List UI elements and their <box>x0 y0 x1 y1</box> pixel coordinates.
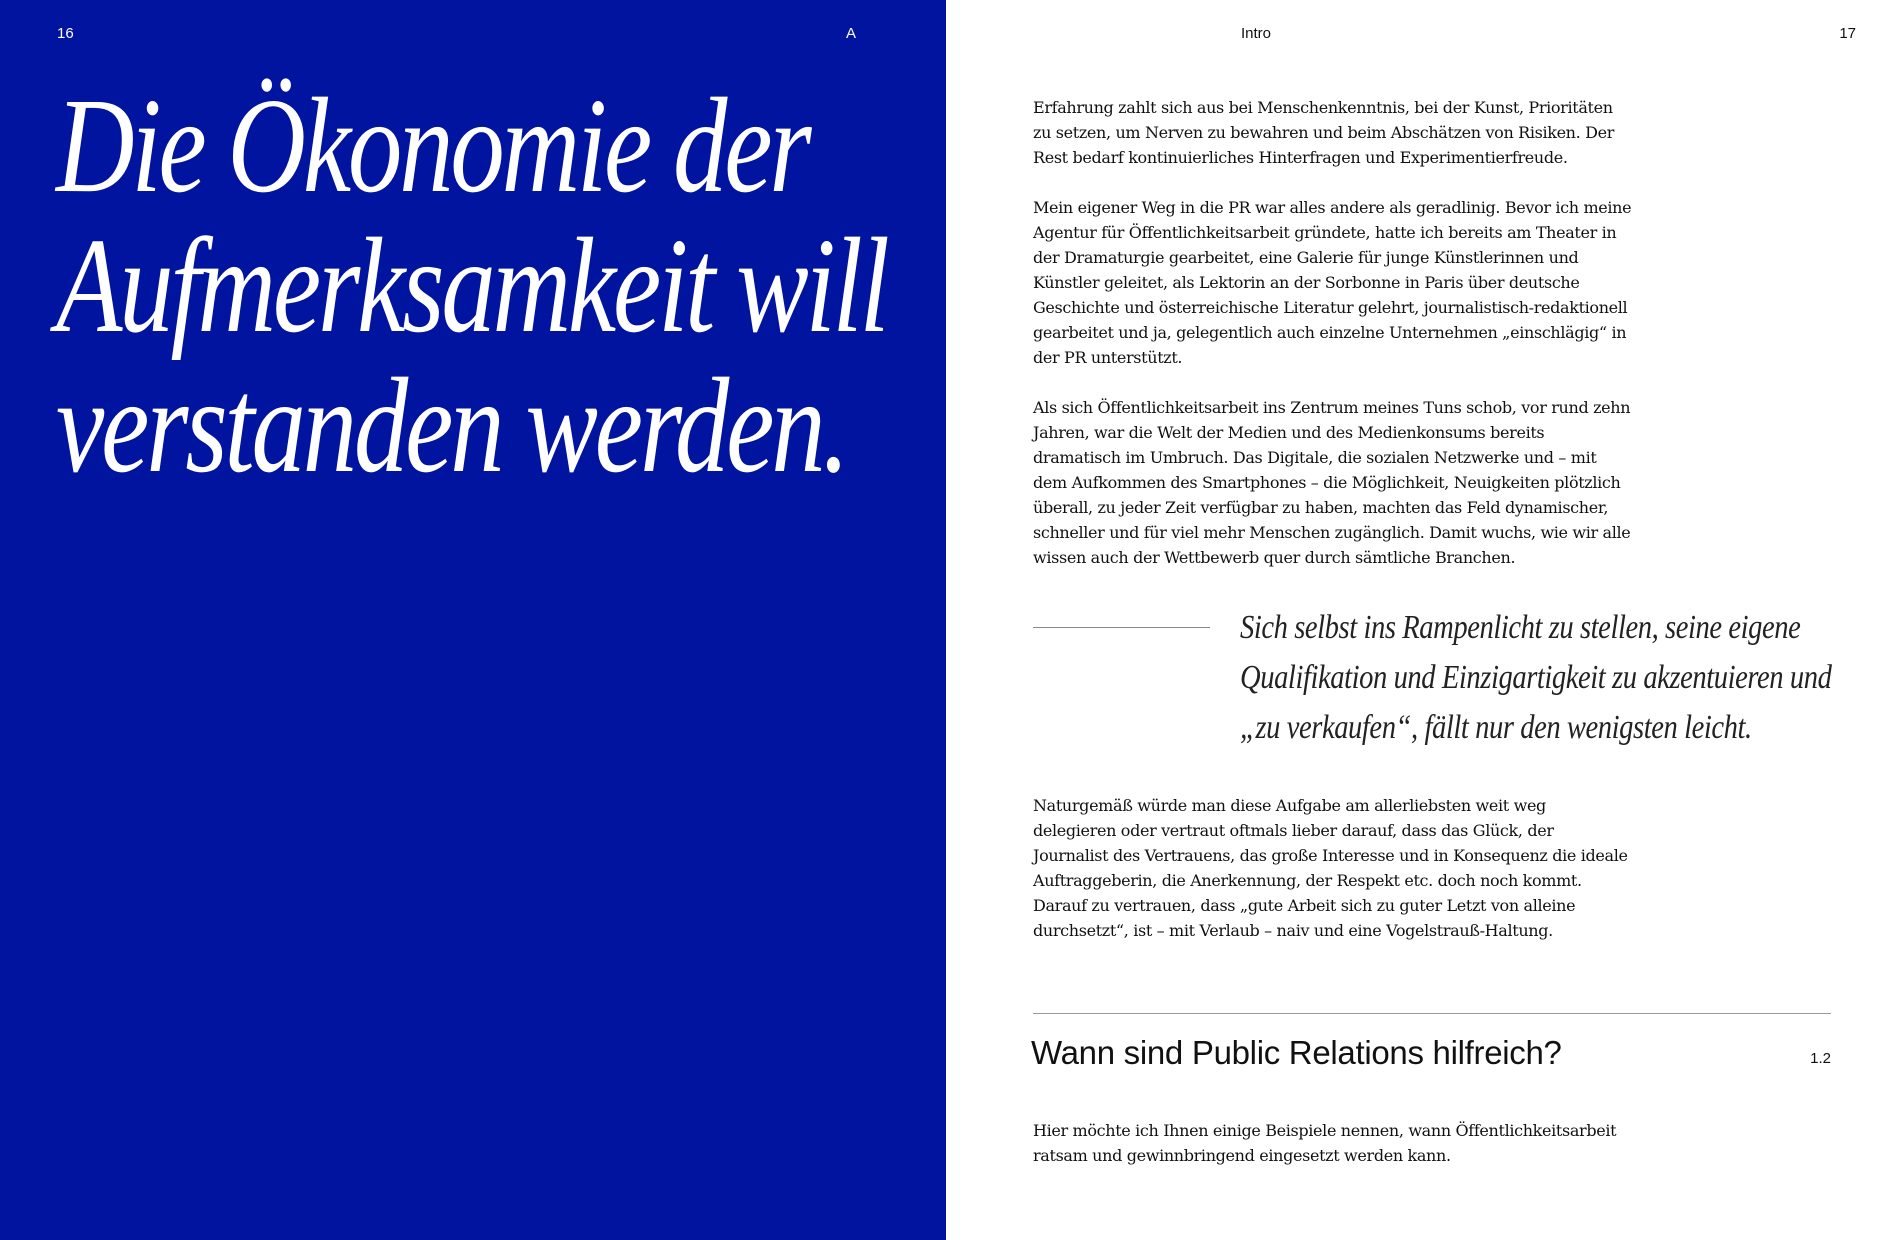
section-heading: Wann sind Public Relations hilfreich? <box>1031 1034 1562 1071</box>
running-head: Intro <box>1241 25 1272 42</box>
section-divider <box>1033 1013 1831 1014</box>
body-paragraph: Hier möchte ich Ihnen einige Beispiele nennen, wann Öffentlichkeitsarbeit ratsam und gewinnbringend eingesetzt werden kann. <box>1033 1121 1617 1165</box>
body-paragraph: Erfahrung zahlt sich aus bei Menschenkenntnis, bei der Kunst, Prioritäten zu setzen, um Nerven zu bewahren und beim Abschätzen von Risiken. Der Rest bedarf kontinuierliches Hinterfragen und Experimentierfreude. <box>1033 98 1615 167</box>
page-number-left: 16 <box>57 25 74 42</box>
pull-quote <box>1240 603 1832 753</box>
body-paragraph: Naturgemäß würde man diese Aufgabe am allerliebsten weit weg delegieren oder vertraut oftmals lieber darauf, dass das Glück, der Journalist des Vertrauens, das große Interesse und in Konsequenz die ideale Auftraggeberin, die Anerkennung, der Respekt etc. doch noch kommt. Darauf zu vertrauen, dass „gute Arbeit sich zu guter Letzt von alleine durchsetzt“, ist – mit Verlaub – naiv und eine Vogelstrauß-Haltung. <box>1033 796 1628 940</box>
body-paragraph: Als sich Öffentlichkeitsarbeit ins Zentrum meines Tuns schob, vor rund zehn Jahren, war die Welt der Medien und des Medienkonsums bereits dramatisch im Umbruch. Das Digitale, die sozialen Netzwerke und – mit dem Aufkommen des Smartphones – die Möglichkeit, Neuigkeiten plötzlich überall, zu jeder Zeit verfügbar zu haben, machten das Feld dynamischer, schneller und für viel mehr Menschen zugänglich. Damit wuchs, wie wir alle wissen auch der Wettbewerb quer durch sämtliche Branchen. <box>1033 398 1631 567</box>
pull-quote-line: Qualifikation und Einzigartigkeit zu akzentuieren und <box>1240 659 1832 696</box>
pull-quote-line: „zu verkaufen“, fällt nur den wenigsten leicht. <box>1240 709 1752 746</box>
title-line: verstanden werden. <box>56 351 847 501</box>
page-title <box>56 71 887 501</box>
pull-quote-line: Sich selbst ins Rampenlicht zu stellen, seine eigene <box>1240 609 1801 646</box>
page-number-right: 17 <box>1839 25 1856 42</box>
section-letter: A <box>846 25 857 42</box>
section-number: 1.2 <box>1810 1050 1831 1067</box>
pull-quote-rule <box>1033 627 1210 628</box>
body-paragraph: Mein eigener Weg in die PR war alles andere als geradlinig. Bevor ich meine Agentur für Öffentlichkeitsarbeit gründete, hatte ich bereits am Theater in der Dramaturgie gearbeitet, eine Galerie für junge Künstlerinnen und Künstler geleitet, als Lektorin an der Sorbonne in Paris über deutsche Geschichte und österreichische Literatur gelehrt, journalistisch-redaktionell gearbeitet und ja, gelegentlich auch einzelne Unternehmen „einschlägig“ in der PR unterstützt. <box>1033 198 1632 367</box>
title-line: Aufmerksamkeit will <box>56 211 887 361</box>
title-line: Die Ökonomie der <box>56 71 809 221</box>
